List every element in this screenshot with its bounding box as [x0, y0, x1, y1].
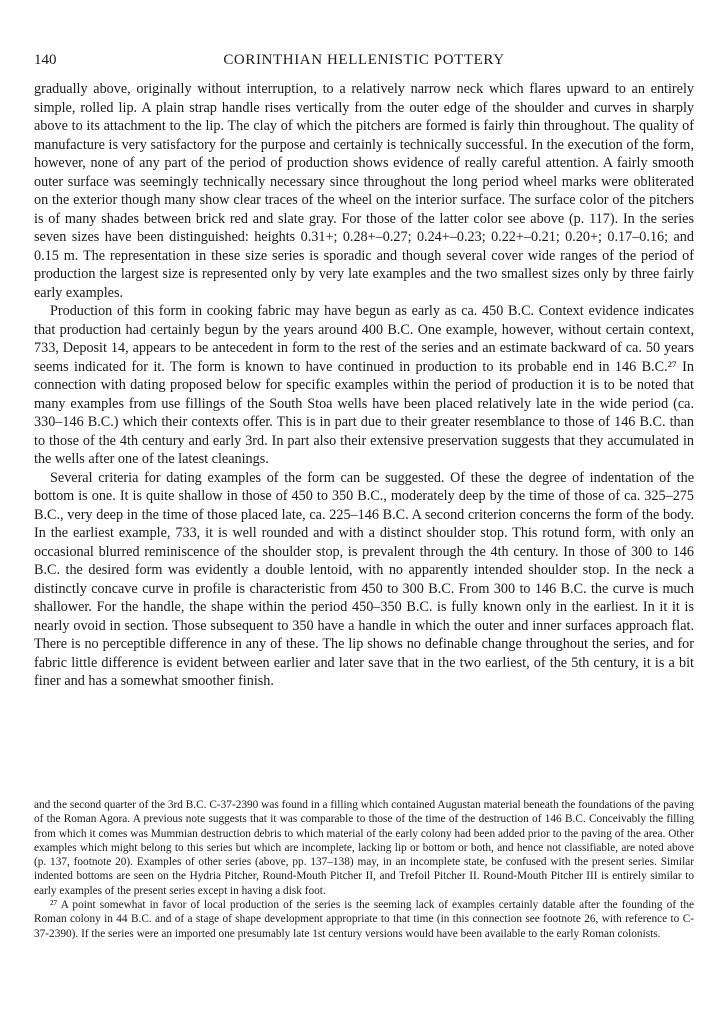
body-paragraph: Several criteria for dating examples of the form can be suggested. Of these the degree of indentation of the bottom is one. It is quite shallow in those of 450 to 350 B.C., moderately deep by the time of those of ca. 325–275 B.C., very deep in the time of those placed late, ca. 225–146 B.C. A second criterion concerns the form of the body. In the earliest example, 733, it is well rounded and with a distinct shoulder stop. This rotund form, with only an occasional blurred reminiscence of the shoulder stop, is prevalent through the 4th century. In those of 300 to 146 B.C. the desired form was evidently a double lentoid, with no apparently intended shoulder stop. In the neck a distinctly concave curve in profile is characteristic from 450 to 300 B.C. From 300 to 146 B.C. the curve is much shallower. For the handle, the shape within the period 450–350 B.C. is fully known only in the earliest. In it it is nearly ovoid in section. Those subsequent to 350 have a handle in which the outer and inner surfaces approach flat. There is no perceptible difference in any of these. The lip shows no definable change throughout the series, and for fabric little difference is evident between earlier and later save that in the two earliest, of the 5th century, it is a bit finer and has a somewhat smoother finish. — [34, 469, 694, 689]
footnote-continuation: and the second quarter of the 3rd B.C. C-37-2390 was found in a filling which contained Augustan material beneath the foundations of the paving of the Roman Agora. A previous note suggests that it was comparable to those of the time of the destruction of 146 B.C. Conceivably the filling from which it comes was Mummian destruction debris to which material of the early colony had been added prior to the paving of the area. Other examples which might belong to this series but which are incomplete, lacking lip or bottom or both, and hence not classifiable, are noted above (p. 137, footnote 20). Examples of other series (above, pp. 137–138) may, in an incomplete state, be confused with the present series. Similar indented bottoms are seen on the Hydria Pitcher, Round-Mouth Pitcher II, and Trefoil Pitcher II. Round-Mouth Pitcher III is entirely similar to early examples of the present series except in having a disk foot. — [34, 799, 694, 897]
page-number: 140 — [34, 52, 57, 68]
running-title: CORINTHIAN HELLENISTIC POTTERY — [223, 52, 505, 68]
footnote-27: ²⁷ A point somewhat in favor of local production of the series is the seeming lack of examples certainly datable after the founding of the Roman colony in 44 B.C. and of a stage of shape development appropriate to that time (in this connection see footnote 26, with reference to C-37-2390). If the series were an imported one presumably late 1st century versions would have been available to the early Roman colonists. — [34, 899, 694, 940]
body-text — [34, 80, 694, 691]
body-paragraph: Production of this form in cooking fabric may have begun as early as ca. 450 B.C. Context evidence indicates that production had certainly begun by the years around 400 B.C. One example, however, without certain context, 733, Deposit 14, appears to be antecedent in form to the rest of the series and an estimate backward of ca. 50 years seems indicated for it. The form is known to have continued in production to its probable end in 146 B.C.²⁷ In connection with dating proposed below for specific examples within the period of production it is to be noted that many examples from use fillings of the South Stoa wells have been placed relatively late in the wide period (ca. 330–146 B.C.) which their contexts offer. This is in part due to their greater resemblance to those of 146 B.C. than to those of the 4th century and early 3rd. In part also their extensive preservation suggests that they accumulated in the wells after one of the latest cleanings. — [34, 303, 694, 467]
page-header — [34, 52, 694, 72]
document-page — [34, 0, 694, 1024]
body-paragraph: gradually above, originally without interruption, to a relatively narrow neck which flares upward to an entirely simple, rolled lip. A plain strap handle rises vertically from the outer edge of the shoulder and curves in sharply above to its attachment to the lip. The clay of which the pitchers are formed is fairly thin throughout. The quality of manufacture is very satisfactory for the purpose and certainly is technically successful. In the execution of the form, however, none of any part of the period of production shows evidence of really careful attention. A fairly smooth outer surface was seemingly technically necessary since throughout the long period wheel marks were obliterated on the exterior though many show clear traces of the wheel on the interior surface. The surface color of the pitchers is of many shades between brick red and slate gray. For those of the latter color see above (p. 117). In the series seven sizes have been distinguished: heights 0.31+; 0.28+–0.27; 0.24+–0.23; 0.22+–0.21; 0.20+; 0.17–0.16; and 0.15 m. The representation in these size series is sporadic and though several cover wide ranges of the period of production the largest size is represented only by very late examples and the two smallest sizes only by three fairly early examples. — [34, 81, 694, 301]
footnotes — [34, 798, 694, 941]
